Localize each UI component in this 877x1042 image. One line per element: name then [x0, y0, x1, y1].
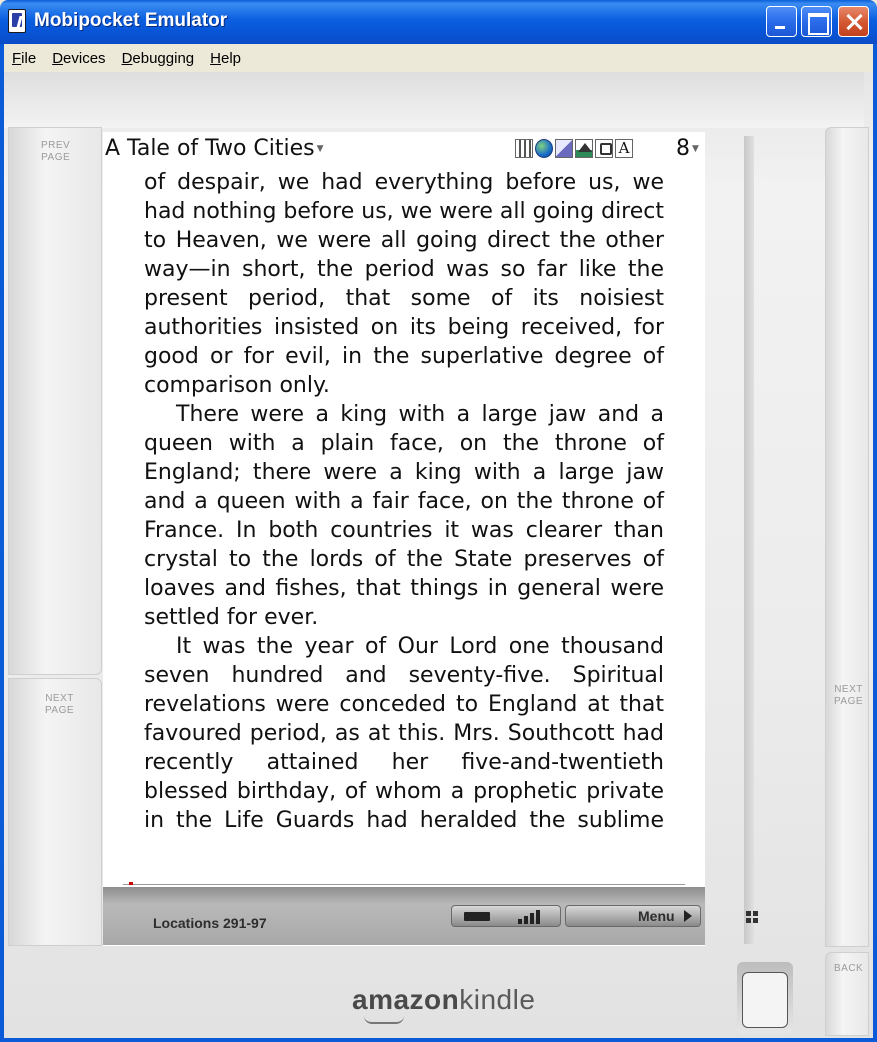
- kindle-screen[interactable]: [103, 132, 705, 946]
- close-button[interactable]: [838, 6, 869, 37]
- book-icon[interactable]: [515, 139, 533, 158]
- status-bar: [103, 887, 705, 945]
- page-number-dropdown[interactable]: 8 ▼: [676, 136, 699, 161]
- next-page-label-left: NEXT PAGE: [45, 693, 75, 716]
- kindle-device: [4, 72, 873, 1038]
- paragraph: There were a king with a large jaw and a queen with a plain face, on the throne of England; there were a king with a large jaw and a queen with a fair face, on the throne of France. In both countries it was clearer than crystal to the lords of the State preserves of loaves and fishes, that things in general were settled for ever.: [144, 402, 664, 630]
- menu-debugging[interactable]: Debugging: [121, 49, 195, 67]
- locations-label: Locations 291-97: [153, 915, 267, 931]
- minimize-button[interactable]: [766, 6, 797, 37]
- scroll-wheel-indicator-icon: [746, 911, 766, 925]
- amazon-smile-icon: [364, 1016, 404, 1024]
- connectivity-indicator: [451, 905, 561, 927]
- next-page-button-left[interactable]: [8, 678, 102, 946]
- notes-icon[interactable]: [555, 139, 573, 158]
- book-text: [144, 168, 664, 835]
- device-top-bezel: [4, 72, 864, 128]
- paragraph: of despair, we had everything before us, we had nothing before us, we were all going direct to Heaven, we were all going direct the other way—in short, the period was so far like the present period, that some of its noisiest authorities insisted on its being received, for good or for evil, in the superlative degree of comparison only.: [144, 170, 664, 398]
- window-title: Mobipocket Emulator: [34, 10, 228, 31]
- pin-icon[interactable]: [595, 139, 613, 158]
- amazon-kindle-logo: amazonkindle: [352, 984, 536, 1015]
- reader-toolbar: [515, 139, 633, 158]
- battery-icon: [464, 912, 490, 921]
- menu-bar: [0, 44, 877, 72]
- chevron-down-icon: ▼: [692, 144, 699, 154]
- play-arrow-icon: [684, 910, 692, 922]
- menu-devices[interactable]: Devices: [52, 49, 106, 67]
- menu-button[interactable]: Menu: [565, 905, 701, 927]
- chevron-down-icon: ▼: [316, 144, 324, 154]
- window-frame-bottom: [0, 1038, 877, 1042]
- next-page-label-right: NEXT PAGE: [834, 684, 864, 707]
- signal-strength-icon: [518, 910, 548, 924]
- reading-progress-marker: [129, 882, 133, 885]
- menu-help[interactable]: Help: [210, 49, 242, 67]
- paragraph: It was the year of Our Lord one thousand seven hundred and seventy-five. Spiritual revelations were conceded to England at that favoured period, as at this. Mrs. Southcott had recently attained her five-and-twentieth blessed birthday, of whom a prophetic private in the Life Guards had heralded the sublime: [144, 634, 664, 833]
- title-bar: [0, 0, 877, 44]
- scroll-wheel[interactable]: [744, 136, 754, 944]
- reading-progress-bar: [123, 884, 685, 885]
- app-icon[interactable]: [8, 9, 26, 33]
- next-page-button-right[interactable]: [825, 127, 869, 947]
- home-button[interactable]: [737, 962, 793, 1034]
- menu-file[interactable]: File: [12, 49, 37, 67]
- globe-icon[interactable]: [535, 139, 553, 158]
- back-button[interactable]: [825, 952, 869, 1036]
- font-icon[interactable]: A: [615, 139, 633, 158]
- window-frame-right: [873, 44, 877, 1042]
- maximize-button[interactable]: [801, 6, 832, 37]
- book-title-dropdown[interactable]: A Tale of Two Cities ▼: [105, 136, 324, 161]
- mountain-icon[interactable]: [575, 139, 593, 158]
- prev-page-label: PREV PAGE: [41, 140, 71, 163]
- prev-page-button[interactable]: [8, 127, 102, 675]
- back-label: BACK: [834, 963, 864, 974]
